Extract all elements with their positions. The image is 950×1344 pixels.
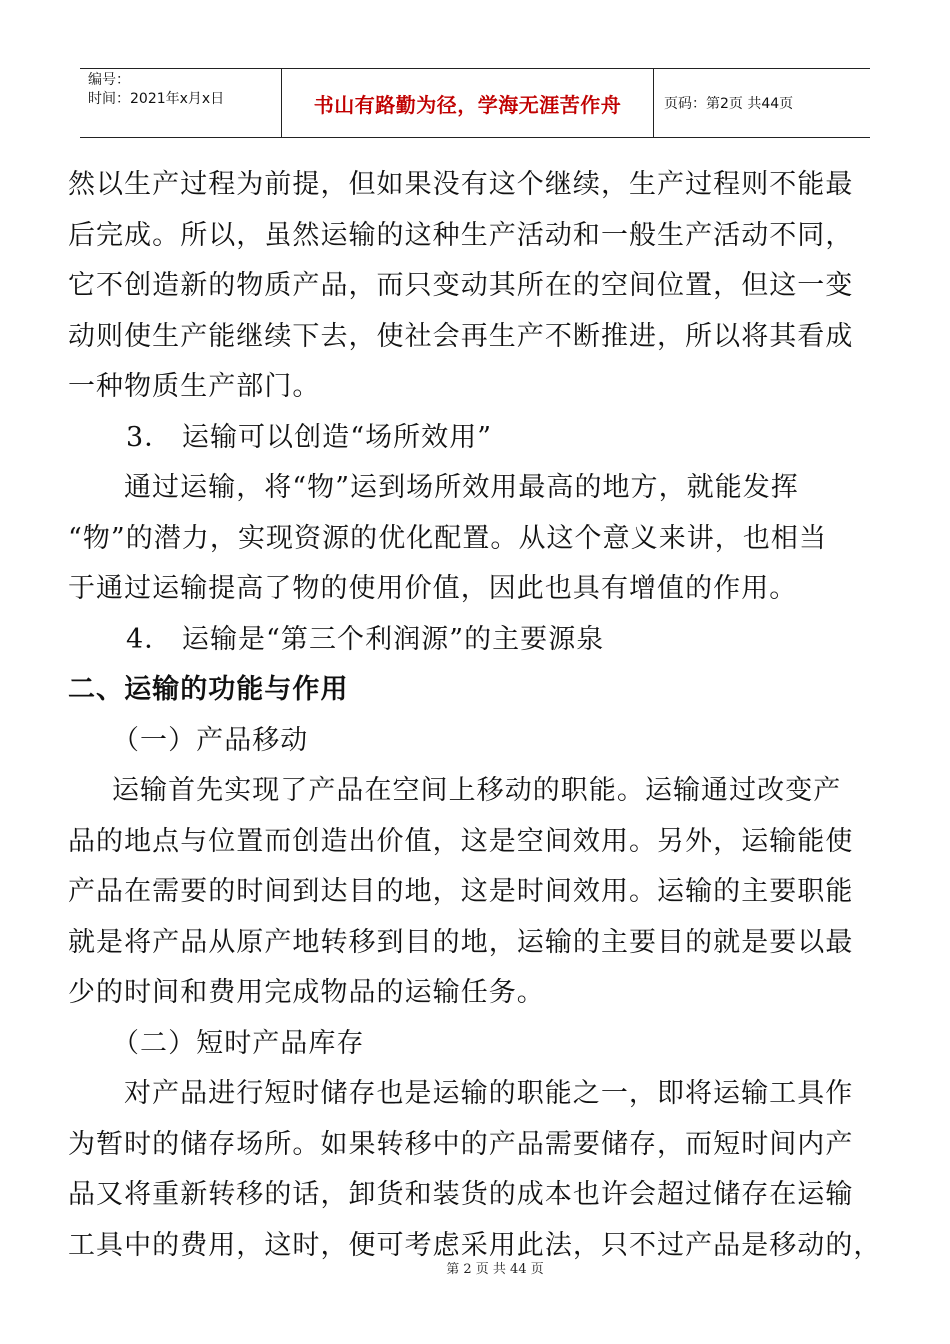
text-line: 一种物质生产部门。 [68,371,321,402]
subsection-heading: （一）产品移动 [112,724,309,756]
text-line: 为暂时的储存场所。如果转移中的产品需要储存，而短时间内产 [68,1128,854,1160]
header-motto: 书山有路勤为径，学海无涯苦作舟 [282,69,654,137]
section-heading: 二、运输的功能与作用 [68,674,349,705]
text-line: 就是将产品从原产地转移到目的地，运输的主要目的就是要以最 [68,926,854,958]
text-line: 于通过运输提高了物的使用价值，因此也具有增值的作用。 [68,573,798,604]
text-line: 品又将重新转移的话，卸货和装货的成本也许会超过储存在运输 [68,1179,854,1210]
header-date: 时间：2021年x月x日 [88,91,225,107]
text-line: 少的时间和费用完成物品的运输任务。 [68,977,545,1008]
text-line: 动则使生产能继续下去，使社会再生产不断推进，所以将其看成 [68,320,854,352]
text-line: 然以生产过程为前提，但如果没有这个继续，生产过程则不能最 [68,169,854,200]
page-footer: 第 2 页 共 44 页 [446,1262,544,1277]
header-page-info: 页码：第2页 共44页 [664,96,794,112]
text-line: “物”的潜力，实现资源的优化配置。从这个意义来讲，也相当 [68,522,828,554]
text-line: 通过运输，将“物”运到场所效用最高的地方，就能发挥 [124,472,799,503]
text-line: 对产品进行短时储存也是运输的职能之一，即将运输工具作 [124,1078,854,1109]
numbered-subheading: 4． 运输是“第三个利润源”的主要源泉 [126,623,605,655]
text-line: 后完成。所以，虽然运输的这种生产活动和一般生产活动不同， [68,219,854,251]
document-body [68,160,888,1271]
text-line: 工具中的费用，这时，便可考虑采用此法，只不过产品是移动的， [68,1229,882,1261]
text-line: 它不创造新的物质产品，而只变动其所在的空间位置，但这一变 [68,270,854,301]
numbered-subheading: 3． 运输可以创造“场所效用” [126,421,493,453]
header-number-label: 编号： [88,72,130,88]
subsection-heading: （二）短时产品库存 [112,1027,365,1059]
text-line: 运输首先实现了产品在空间上移动的职能。运输通过改变产 [112,775,842,806]
text-line: 产品在需要的时间到达目的地，这是时间效用。运输的主要职能 [68,876,854,907]
page-header [80,68,870,138]
header-meta [80,69,282,137]
text-line: 品的地点与位置而创造出价值，这是空间效用。另外，运输能使 [68,825,854,857]
